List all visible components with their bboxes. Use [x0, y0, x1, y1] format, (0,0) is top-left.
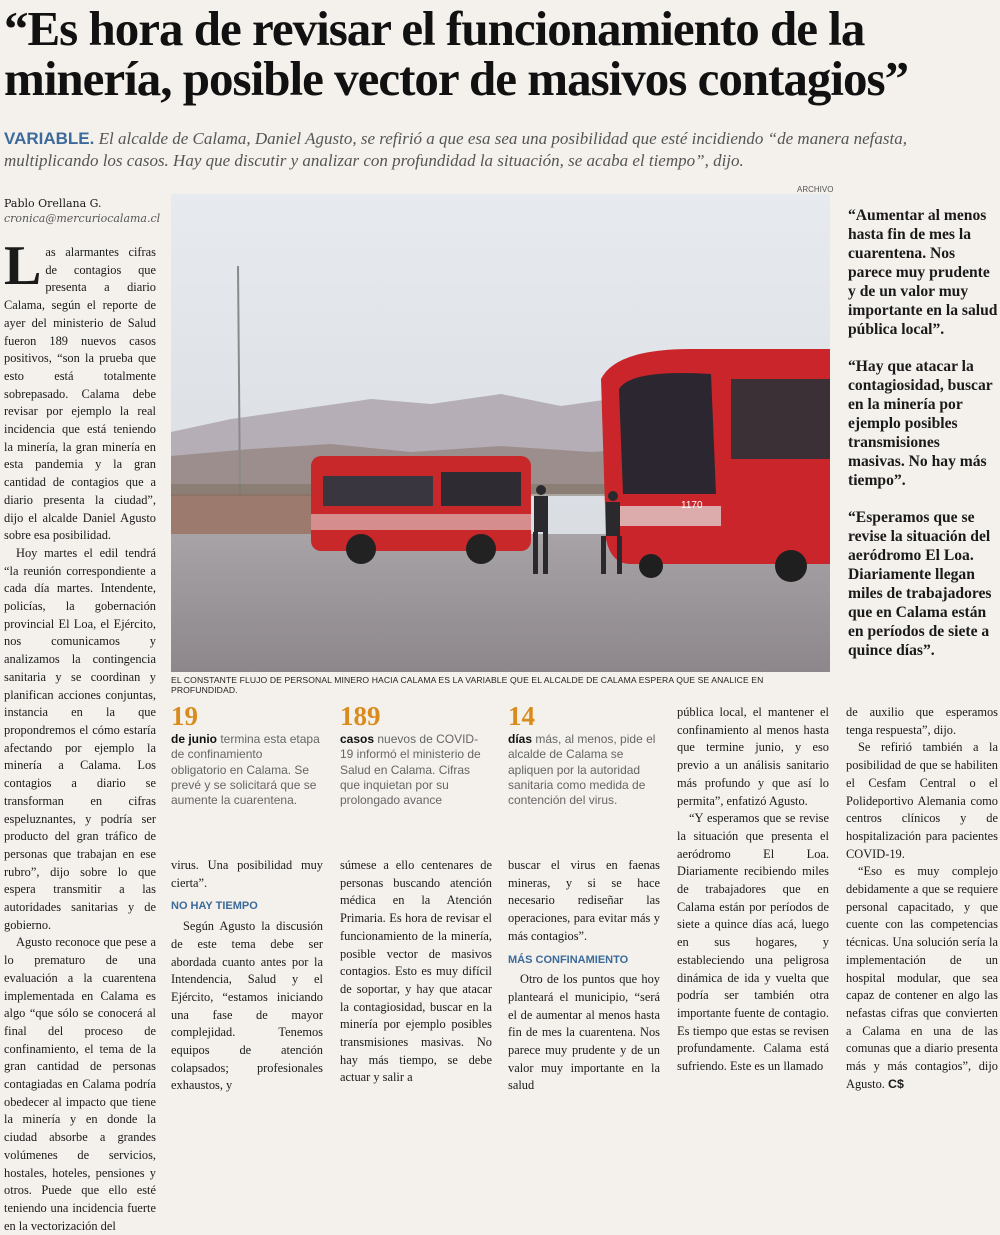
stat-text: nuevos de COVID-19 informó el ministerio de Salud en Calama. Cifras que inquietan por su prolongado avance [340, 732, 481, 808]
body-column-3 [340, 857, 492, 1085]
body-column-2 [171, 857, 323, 1093]
byline [4, 196, 160, 226]
body-paragraph: Las alarmantes cifras de contagios que presenta a diario Calama, según el reporte de ayer del ministerio de Salud fueron 189 nuevos casos positivos, “son la prueba que esto está totalmente sobrepasado. Calama debe revisar por ejemplo la real incidencia que está teniendo la minería, la gran minería en esta pandemia y la gran cantidad de contagios que a diario presenta la ciudad”, dijo el alcalde Daniel Agusto sobre esa posibilidad. [4, 235, 156, 543]
body-paragraph: Agusto reconoce que pese a lo prematuro de una evaluación a la cuarentena implementada en Calama es algo “que sólo se conocerá al final del proceso de confinamiento, el tema de la gran cantidad de personas contagiadas en Calama podría obedecer al impacto que tiene la minería y en donde la ciudad absorbe a grandes volúmenes de servicios, hostales, hoteles, pensiones y otros. Puede que ello esté teniendo una incidencia fuerte en la vectorización del [4, 935, 156, 1233]
body-paragraph: “Eso es muy complejo debidamente a que se requiere personal capacitado, y que cuente con las competencias técnicas. Una solución sería la implementación de un hospital modular, que sea capaz de contener en algo las nefastas cifras que convierten a Calama en una de las comunas que a diario presenta más y más contagios”, dijo Agusto. C$ [846, 864, 998, 1091]
stat-number: 19 [171, 701, 198, 731]
news-photo [171, 194, 830, 672]
stat-label: casos [340, 732, 375, 746]
stat-box [171, 700, 321, 808]
body-paragraph: virus. Una posibilidad muy cierta”. [171, 858, 323, 890]
drop-cap: L [4, 235, 42, 297]
lead-paragraph [4, 128, 996, 172]
body-paragraph: Se refirió también a la posibilidad de que se habiliten el Cesfam Central o el Polideportivo Alemania como centros clínicos y de hospitalización para pacientes COVID-19. [846, 740, 998, 861]
body-column-4 [508, 857, 660, 1093]
pull-quote: “Esperamos que se revise la situación del aeródromo El Loa. Diariamente llegan miles de trabajadores que en Calama están en períodos de siete a quince días”. [848, 509, 992, 659]
subhead-no-hay-tiempo: NO HAY TIEMPO [171, 900, 258, 913]
end-mark: C$ [888, 1076, 904, 1091]
body-paragraph: Otro de los puntos que hoy planteará el municipio, “será el de aumentar al menos hasta fin de mes la cuarentena. Nos parece muy prudente y de un valor muy importante en la salud [508, 972, 660, 1093]
bus-number: 1170 [681, 500, 703, 511]
body-paragraph: Según Agusto la discusión de este tema debe ser abordada cuanto antes por la Intendencia, Salud y el Ejército, “estamos iniciando una fase de mayor complejidad. Tenemos equipos de atención colapsados; profesionales exhaustos, y [171, 919, 323, 1093]
body-paragraph: súmese a ello centenares de personas buscando atención médica en la Atención Primaria. Es hora de revisar el funcionamiento de la minería, posible vector de masivos contagios. Esto es muy difícil de soportar, y hay que atacar la contagiosidad, buscar en la minería por ejemplo posibles transmisiones masivas. No hay más tiempo, se debe actuar y salir a [340, 858, 492, 1085]
stat-number: 189 [340, 701, 381, 731]
lead-kicker: VARIABLE. [4, 129, 95, 148]
headline: “Es hora de revisar el funcionamiento de la minería, posible vector de masivos contagios” [4, 1, 909, 106]
subhead-mas-confinamiento: MÁS CONFINAMIENTO [508, 953, 629, 966]
body-column-5 [677, 704, 829, 1074]
photo-buses-image [171, 194, 830, 672]
body-paragraph: de auxilio que esperamos tenga respuesta”, dijo. [846, 705, 998, 737]
photo-credit: ARCHIVO [797, 185, 834, 194]
pull-quote: “Aumentar al menos hasta fin de mes la cuarentena. Nos parece muy prudente y de un valor muy importante en la salud pública local”. [848, 207, 998, 338]
pull-quote: “Hay que atacar la contagiosidad, buscar en la minería por ejemplo posibles transmisiones masivas. No hay más tiempo”. [848, 358, 993, 489]
body-paragraph: “Y esperamos que se revise la situación que presenta el aeródromo El Loa. Diariamente recibiendo miles de trabajadores que en Calama están por períodos de siete a quince días acá, luego en sus hogares, y estableciendo una peligrosa dinámica de ida y vuelta que podría ser también otra importante fuente de contagio. Es tiempo que estas se revisen profundamente. Calama está sufriendo. Este es un llamado [677, 811, 829, 1074]
body-column-left [4, 235, 156, 1233]
lead-text: El alcalde de Calama, Daniel Agusto, se refirió a que esa sea una posibilidad que esté incidiendo “de manera nefasta, multiplicando los casos. Hay que discutir y analizar con profundidad la situación, se acaba el tiempo”, dijo. [4, 129, 907, 170]
byline-author: Pablo Orellana G. [4, 197, 102, 210]
stat-text: más, al menos, pide el alcalde de Calama se apliquen por la autoridad sanitaria como medida de contención del virus. [508, 732, 656, 808]
body-paragraph: pública local, el mantener el confinamiento al menos hasta que termine junio, y eso previo a un análisis sanitario más profundo y que así lo permita”, enfatizó Agusto. [677, 705, 829, 808]
photo-caption: EL CONSTANTE FLUJO DE PERSONAL MINERO HACIA CALAMA ES LA VARIABLE QUE EL ALCALDE DE CALAMA ESPERA QUE SE ANALICE EN PROFUNDIDAD. [171, 675, 764, 695]
byline-email: cronica@mercuriocalama.cl [4, 212, 161, 225]
body-paragraph: buscar el virus en faenas mineras, y si se hace necesario rediseñar las operaciones, para evitar más y más contagios”. [508, 858, 660, 943]
stat-label: de junio [171, 732, 217, 746]
stat-number: 14 [508, 701, 535, 731]
body-column-6 [846, 704, 998, 1091]
stat-text: termina esta etapa de confinamiento obligatorio en Calama. Se prevé y se solicitará que se aumente la cuarentena. [171, 732, 320, 808]
stat-label: días [508, 732, 533, 746]
pull-quotes [848, 206, 998, 678]
stat-box [340, 700, 490, 808]
stat-box [508, 700, 658, 808]
body-paragraph: Hoy martes el edil tendrá “la reunión correspondiente a cada día martes. Intendente, policías, la gobernación provincial El Loa, el Ejército, nos comunicamos y analizamos la contingencia sanitaria y se coordinan y planifican acciones conjuntas, instancia en la que propondremos el cómo estaría afectando por ejemplo la minería a Calama. Los contagios a diario se transforman en cifras espeluznantes, y podría ser producto del gran tráfico de personas que trabajan en ese rubro”, dijo sobre lo que espera transmitir a las autoridades sanitarias y de gobierno. [4, 545, 156, 932]
